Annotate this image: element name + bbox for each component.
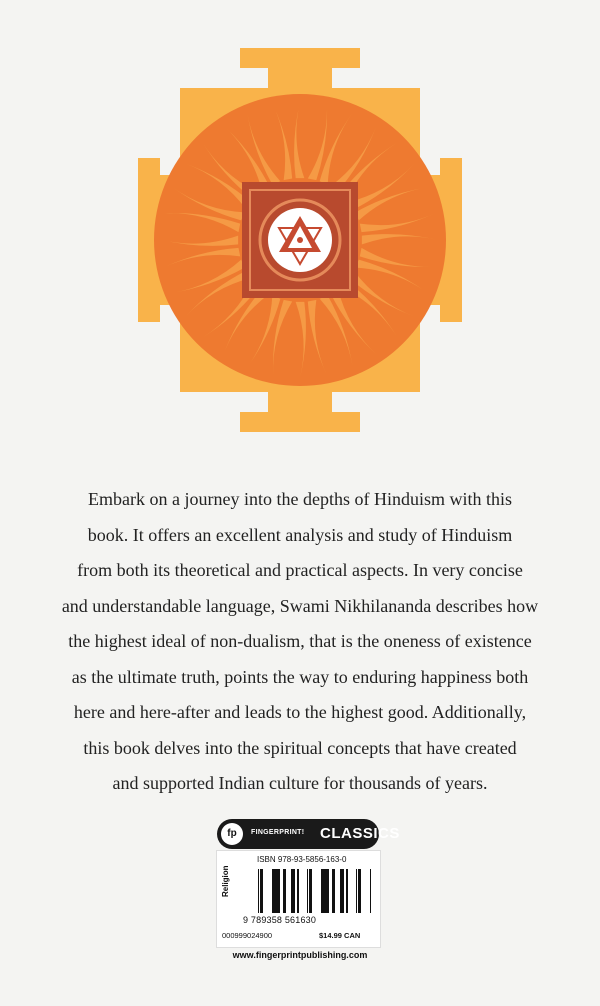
publisher-website: www.fingerprintpublishing.com <box>232 950 368 960</box>
fp-logo-icon: fp <box>221 823 243 845</box>
isbn-text: ISBN 978-93-5856-163-0 <box>257 855 347 864</box>
barcode-icon <box>255 869 373 913</box>
blurb-line: the highest ideal of non-dualism, that is the oneness of existence <box>68 631 532 651</box>
back-cover-blurb <box>40 482 560 802</box>
price-label: $14.99 CAN <box>319 931 361 940</box>
blurb-line: book. It offers an excellent analysis and study of Hinduism <box>87 524 513 545</box>
blurb-line: here and here-after and leads to the highest good. Additionally, <box>73 702 527 722</box>
blurb-line: and understandable language, Swami Nikhilananda describes how <box>61 595 539 616</box>
product-code: 000999024900 <box>222 931 273 940</box>
series-name: CLASSICS <box>320 825 400 842</box>
category-label: Religion <box>221 865 230 897</box>
blurb-line: as the ultimate truth, points the way to enduring happiness both <box>71 666 529 687</box>
publisher-name: FINGERPRINT! <box>251 829 305 836</box>
blurb-line: this book delves into the spiritual concepts that have created <box>83 737 517 758</box>
barcode-sticker <box>216 850 381 948</box>
barcode-digits: 9 789358 561630 <box>243 915 317 925</box>
blurb-line: and supported Indian culture for thousands of years. <box>112 773 488 793</box>
blurb-line: Embark on a journey into the depths of Hinduism with this <box>88 489 512 509</box>
sri-yantra-illustration <box>130 40 470 440</box>
blurb-line: from both its theoretical and practical aspects. In very concise <box>77 560 523 580</box>
publisher-logo-badge <box>217 819 400 849</box>
